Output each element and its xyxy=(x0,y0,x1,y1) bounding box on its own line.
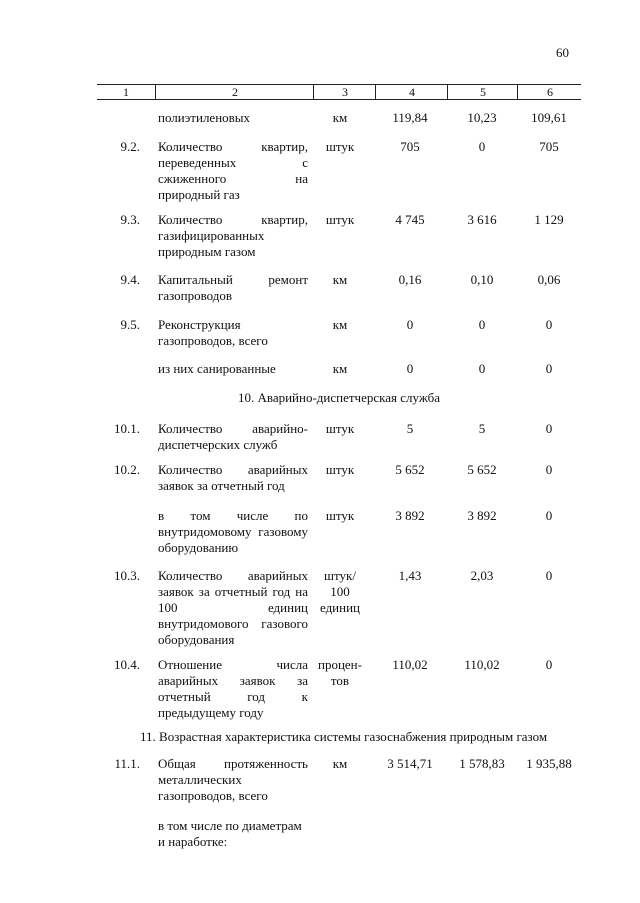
description-line: внутридомового газового xyxy=(158,616,308,631)
row-value-col-4: 705 xyxy=(400,139,420,154)
row-description xyxy=(158,272,308,304)
description-line: Отношение числа xyxy=(158,657,308,672)
unit-line: км xyxy=(332,361,348,376)
row-unit xyxy=(313,272,367,288)
row-number: 10.3. xyxy=(114,568,140,583)
row-value-col-4: 0 xyxy=(406,317,414,332)
row-unit xyxy=(313,657,367,689)
header-col-3: 3 xyxy=(313,85,376,99)
page-number: 60 xyxy=(556,45,569,60)
row-number: 9.4. xyxy=(120,272,140,287)
description-line: полиэтиленовых xyxy=(158,110,251,125)
header-col-5: 5 xyxy=(447,85,518,99)
row-value-col-6: 0 xyxy=(545,657,553,672)
row-value-col-5: 110,02 xyxy=(464,657,500,672)
row-value-col-4: 5 xyxy=(406,421,414,436)
row-value-col-4: 0 xyxy=(406,361,414,376)
unit-line: км xyxy=(332,756,348,771)
row-value-col-5: 5 652 xyxy=(467,462,497,477)
unit-line: км xyxy=(332,272,348,287)
row-value-col-6: 705 xyxy=(539,139,559,154)
row-number: 10.1. xyxy=(114,421,140,436)
description-line: Количество квартир, xyxy=(158,212,308,227)
description-line: Количество аварийных xyxy=(158,462,308,477)
row-value-col-6: 0 xyxy=(545,568,553,583)
row-value-col-5: 0,10 xyxy=(470,272,494,287)
description-line: оборудованию xyxy=(158,540,239,555)
unit-line: процен- xyxy=(318,657,362,672)
row-description xyxy=(158,421,308,453)
row-number: 9.2. xyxy=(120,139,140,154)
row-value-col-5: 0 xyxy=(478,361,486,376)
description-line: в том числе по диаметрам xyxy=(158,818,302,833)
header-col-4: 4 xyxy=(375,85,448,99)
row-value-col-6: 0 xyxy=(545,317,553,332)
header-col-2: 2 xyxy=(155,85,314,99)
description-line: из них санированные xyxy=(158,361,276,376)
header-col-6: 6 xyxy=(517,85,582,99)
row-unit xyxy=(313,317,367,333)
row-description xyxy=(158,212,308,260)
row-number: 11.1. xyxy=(114,756,140,771)
row-description xyxy=(158,462,308,494)
row-value-col-4: 1,43 xyxy=(398,568,422,583)
description-line: и наработке: xyxy=(158,834,228,849)
row-value-col-4: 110,02 xyxy=(392,657,428,672)
header-col-1: 1 xyxy=(123,85,129,99)
description-line: газопроводов, всего xyxy=(158,333,268,348)
row-value-col-4: 3 892 xyxy=(395,508,425,523)
unit-line: штук xyxy=(325,508,355,523)
description-line: аварийных заявок за xyxy=(158,673,308,688)
row-description xyxy=(158,508,308,556)
row-value-col-6: 1 129 xyxy=(534,212,564,227)
description-line: газифицированных xyxy=(158,228,265,243)
row-value-col-5: 3 892 xyxy=(467,508,497,523)
row-unit xyxy=(313,756,367,772)
row-value-col-6: 0 xyxy=(545,361,553,376)
unit-line: км xyxy=(332,317,348,332)
row-unit xyxy=(313,361,367,377)
section-title: 10. Аварийно-диспетчерская служба xyxy=(237,390,441,405)
row-description xyxy=(158,110,308,126)
unit-line: штук xyxy=(325,462,355,477)
description-line: в том числе по xyxy=(158,508,308,523)
description-line: заявок за отчетный год xyxy=(158,478,285,493)
row-number: 9.3. xyxy=(120,212,140,227)
unit-line: тов xyxy=(330,673,350,688)
row-number: 10.2. xyxy=(114,462,140,477)
row-value-col-6: 0,06 xyxy=(537,272,561,287)
row-description xyxy=(158,139,308,203)
row-unit xyxy=(313,508,367,524)
row-value-col-6: 109,61 xyxy=(531,110,567,125)
row-value-col-4: 3 514,71 xyxy=(387,756,433,771)
row-value-col-4: 4 745 xyxy=(395,212,425,227)
unit-line: 100 xyxy=(330,584,350,599)
description-line: Количество аварийно- xyxy=(158,421,308,436)
description-line: Количество аварийных xyxy=(158,568,308,583)
description-line: металлических xyxy=(158,772,242,787)
row-value-col-5: 5 xyxy=(478,421,486,436)
row-description xyxy=(158,568,308,648)
description-line: отчетный год к xyxy=(158,689,308,704)
unit-line: штук xyxy=(325,139,355,154)
description-line: заявок за отчетный год на xyxy=(158,584,308,599)
row-value-col-5: 3 616 xyxy=(467,212,497,227)
section-title: 11. Возрастная характеристика системы газоснабжения природным газом xyxy=(140,729,548,744)
description-line: Капитальный ремонт xyxy=(158,272,308,287)
row-value-col-5: 0 xyxy=(478,317,486,332)
description-line: сжиженного на xyxy=(158,171,308,186)
description-line: переведенных с xyxy=(158,155,308,170)
row-description xyxy=(158,361,308,377)
row-value-col-6: 1 935,88 xyxy=(526,756,572,771)
row-value-col-5: 1 578,83 xyxy=(459,756,505,771)
unit-line: штук/ xyxy=(324,568,356,583)
description-line: природный газ xyxy=(158,187,240,202)
row-value-col-5: 0 xyxy=(478,139,486,154)
description-line: газопроводов, всего xyxy=(158,788,268,803)
row-unit xyxy=(313,110,367,126)
description-line: внутридомовому газовому xyxy=(158,524,308,539)
description-line: 100 единиц xyxy=(158,600,308,615)
row-description xyxy=(158,317,308,349)
description-line: природным газом xyxy=(158,244,256,259)
unit-line: км xyxy=(332,110,348,125)
row-unit xyxy=(313,421,367,437)
table-header xyxy=(97,84,581,100)
unit-line: штук xyxy=(325,421,355,436)
row-unit xyxy=(313,212,367,228)
row-value-col-4: 0,16 xyxy=(398,272,422,287)
description-line: газопроводов xyxy=(158,288,233,303)
description-line: Общая протяженность xyxy=(158,756,308,771)
description-line: Количество квартир, xyxy=(158,139,308,154)
row-value-col-4: 119,84 xyxy=(392,110,428,125)
row-unit xyxy=(313,139,367,155)
row-unit xyxy=(313,462,367,478)
row-value-col-6: 0 xyxy=(545,462,553,477)
row-value-col-5: 2,03 xyxy=(470,568,494,583)
row-value-col-4: 5 652 xyxy=(395,462,425,477)
row-description xyxy=(158,818,308,850)
description-line: Реконструкция xyxy=(158,317,241,332)
unit-line: штук xyxy=(325,212,355,227)
description-line: оборудования xyxy=(158,632,235,647)
description-line: диспетчерских служб xyxy=(158,437,278,452)
row-value-col-5: 10,23 xyxy=(467,110,497,125)
row-unit xyxy=(313,568,367,616)
row-value-col-6: 0 xyxy=(545,421,553,436)
row-value-col-6: 0 xyxy=(545,508,553,523)
row-number: 9.5. xyxy=(120,317,140,332)
row-number: 10.4. xyxy=(114,657,140,672)
row-description xyxy=(158,756,308,804)
description-line: предыдущему году xyxy=(158,705,264,720)
row-description xyxy=(158,657,308,721)
unit-line: единиц xyxy=(319,600,361,615)
